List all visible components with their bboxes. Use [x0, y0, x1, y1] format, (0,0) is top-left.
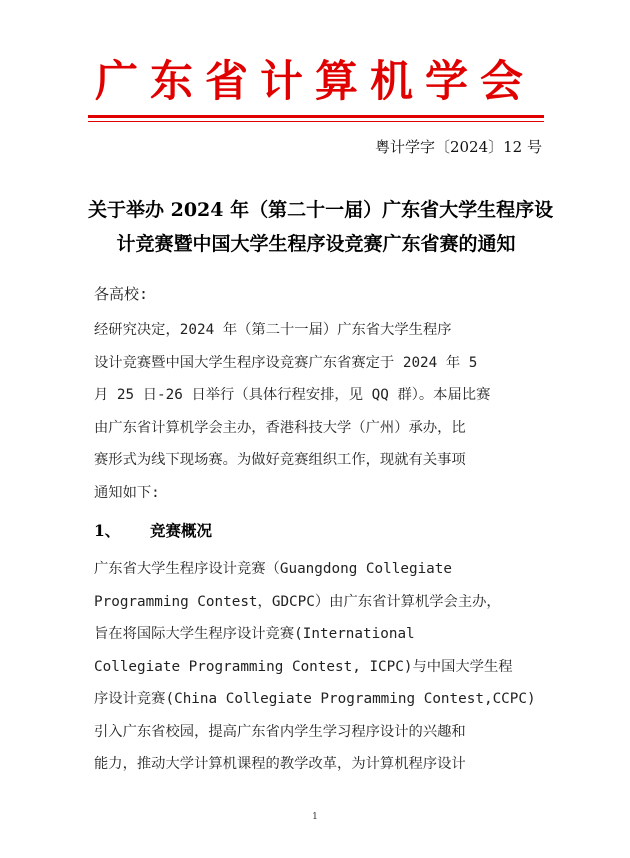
header-red-rule-thin [88, 121, 544, 122]
paragraph-line: 经研究决定，2024 年（第二十一届）广东省大学生程序 [94, 322, 452, 338]
header-red-rule-thick [88, 115, 544, 118]
document-title [88, 193, 554, 261]
paragraph-line: 旨在将国际大学生程序设计竞赛(International [94, 626, 415, 642]
section-heading [94, 519, 212, 541]
section-title: 竞赛概况 [150, 521, 213, 540]
section-paragraph [94, 553, 540, 781]
paragraph-line: 能力，推动大学计算机课程的教学改革，为计算机程序设计 [94, 756, 466, 772]
document-number: 粤计学字〔2024〕12 号 [374, 138, 542, 156]
paragraph-line: Collegiate Programming Contest, ICPC)与中国大学生程 [94, 658, 513, 675]
paragraph-line: 月 25 日-26 日举行（具体行程安排，见 QQ 群）。本届比赛 [94, 387, 491, 403]
paragraph-line: 通知如下: [94, 484, 160, 501]
paragraph-line: Programming Contest，GDCPC）由广东省计算机学会主办， [94, 593, 501, 610]
page-number: 1 [312, 812, 318, 822]
paragraph-line: 赛形式为线下现场赛。为做好竞赛组织工作，现就有关事项 [94, 452, 466, 468]
document-title-line: 关于举办 2024 年（第二十一届）广东省大学生程序设 [88, 199, 554, 221]
paragraph-line: 由广东省计算机学会主办，香港科技大学（广州）承办，比 [94, 419, 466, 436]
section-number: 1、 [94, 521, 121, 540]
intro-paragraph [94, 314, 540, 509]
salutation: 各高校: [94, 285, 149, 303]
document-title-line: 计竞赛暨中国大学生程序设竞赛广东省赛的通知 [116, 233, 516, 255]
paragraph-line: 广东省大学生程序设计竞赛（Guangdong Collegiate [94, 561, 453, 577]
paragraph-line: 引入广东省校园，提高广东省内学生学习程序设计的兴趣和 [94, 723, 466, 740]
paragraph-line: 设计竞赛暨中国大学生程序设竞赛广东省赛定于 2024 年 5 [94, 354, 478, 371]
paragraph-line: 序设计竞赛(China Collegiate Programming Contest,CCPC) [94, 691, 536, 707]
org-header-title: 广东省计算机学会 [95, 57, 535, 107]
